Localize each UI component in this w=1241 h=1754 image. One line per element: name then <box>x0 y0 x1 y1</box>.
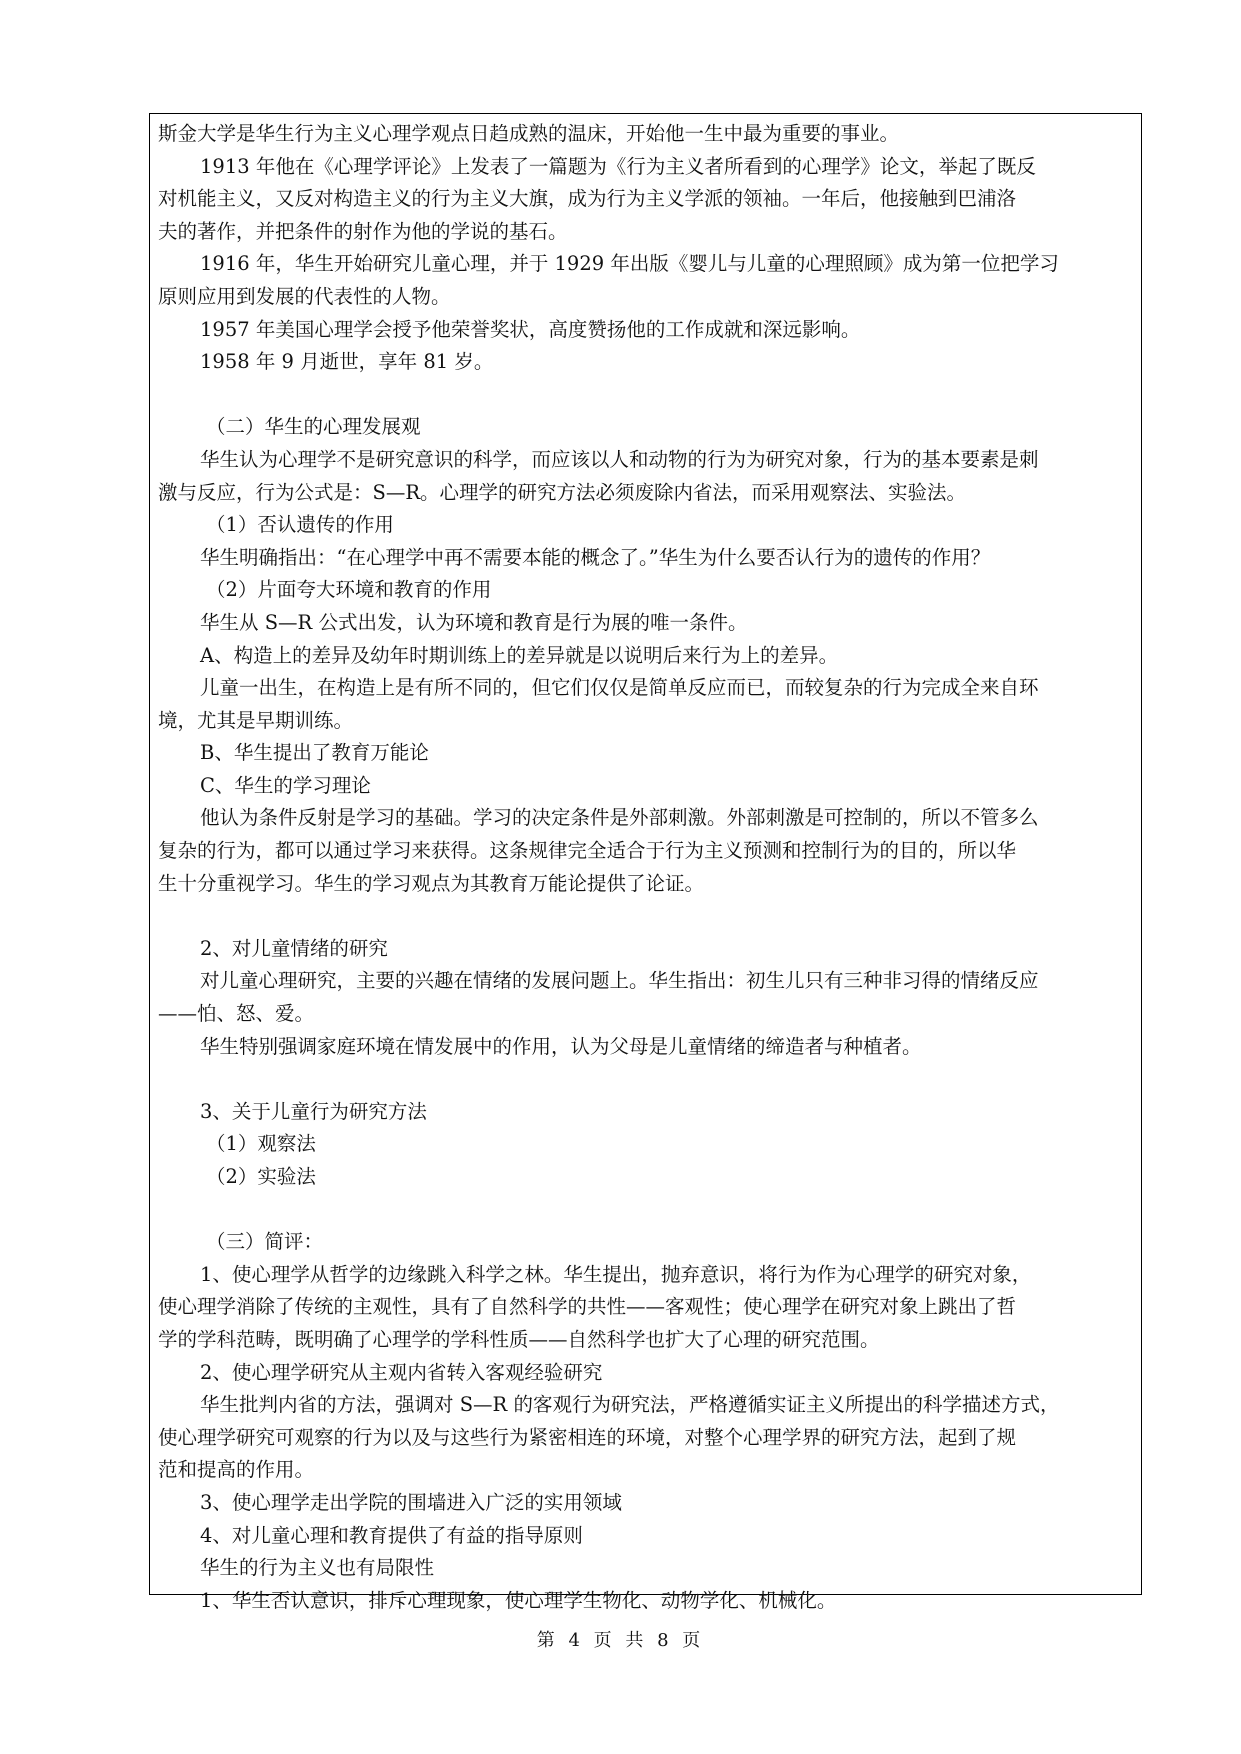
text-line: 2、使心理学研究从主观内省转入客观经验研究 <box>200 1360 603 1384</box>
text-line: （2）实验法 <box>206 1165 316 1188</box>
text-line: 2、对儿童情绪的研究 <box>200 936 388 960</box>
text-line: ——怕、怒、爱。 <box>158 1002 315 1026</box>
text-line: 儿童一出生，在构造上是有所不同的，但它们仅仅是简单反应而已，而较复杂的行为完成全来自环 <box>200 676 1039 700</box>
text-line: 斯金大学是华生行为主义心理学观点日趋成熟的温床，开始他一生中最为重要的事业。 <box>158 122 900 145</box>
blank-line <box>158 1063 1135 1096</box>
text-line: 学的学科范畴，既明确了心理学的学科性质——自然科学也扩大了心理的研究范围。 <box>158 1327 880 1351</box>
text-line: 华生认为心理学不是研究意识的科学，而应该以人和动物的行为为研究对象，行为的基本要素是刺 <box>200 447 1039 471</box>
text-line: 复杂的行为，都可以通过学习来获得。这条规律完全适合于行为主义预测和控制行为的目的，所以华 <box>158 839 1017 863</box>
blank-line <box>158 900 1135 933</box>
text-line: 1916 年，华生开始研究儿童心理，并于 1929 年出版《婴儿与儿童的心理照顾》成为第一位把学习 <box>200 252 1059 276</box>
text-line: 华生批判内省的方法，强调对 S—R 的客观行为研究法，严格遵循实证主义所提出的科学描述方式， <box>200 1393 1060 1417</box>
text-line: （二）华生的心理发展观 <box>206 415 421 439</box>
text-line: B、华生提出了教育万能论 <box>200 741 429 765</box>
text-line: 1957 年美国心理学会授予他荣誉奖状，高度赞扬他的工作成就和深远影响。 <box>200 317 861 341</box>
text-line: 生十分重视学习。华生的学习观点为其教育万能论提供了论证。 <box>158 871 705 895</box>
text-line: 1913 年他在《心理学评论》上发表了一篇题为《行为主义者所看到的心理学》论文，举起了既反 <box>200 154 1036 178</box>
page-footer: 第 4 页 共 8 页 <box>536 1630 705 1651</box>
blank-line <box>158 379 1135 412</box>
blank-line <box>158 1194 1135 1227</box>
text-line: （2）片面夸大环境和教育的作用 <box>206 578 492 602</box>
text-line: 3、关于儿童行为研究方法 <box>200 1099 427 1123</box>
text-line: 华生特别强调家庭环境在情发展中的作用，认为父母是儿童情绪的缔造者与种植者。 <box>200 1034 922 1058</box>
text-line: 1、华生否认意识，排斥心理现象，使心理学生物化、动物学化、机械化。 <box>200 1588 837 1612</box>
text-line: 1958 年 9 月逝世，享年 81 岁。 <box>200 350 494 374</box>
text-line: 范和提高的作用。 <box>158 1458 315 1482</box>
text-line: 对儿童心理研究，主要的兴趣在情绪的发展问题上。华生指出：初生儿只有三种非习得的情绪反应 <box>200 969 1039 993</box>
text-line: A、构造上的差异及幼年时期训练上的差异就是以说明后来行为上的差异。 <box>200 643 839 667</box>
text-line: 夫的著作，并把条件的射作为他的学说的基石。 <box>158 219 568 243</box>
text-line: 使心理学消除了传统的主观性，具有了自然科学的共性——客观性；使心理学在研究对象上跳出了哲 <box>158 1295 1017 1319</box>
text-line: 3、使心理学走出学院的围墙进入广泛的实用领域 <box>200 1490 622 1514</box>
document-body <box>158 118 1135 1617</box>
text-line: 1、使心理学从哲学的边缘跳入科学之林。华生提出，抛弃意识，将行为作为心理学的研究对象， <box>200 1262 1032 1286</box>
text-line: 华生明确指出：“在心理学中再不需要本能的概念了。”华生为什么要否认行为的遗传的作用？ <box>200 545 991 569</box>
text-line: 境，尤其是早期训练。 <box>158 708 354 732</box>
text-line: 他认为条件反射是学习的基础。学习的决定条件是外部刺激。外部刺激是可控制的，所以不管多么 <box>200 806 1039 830</box>
text-line: C、华生的学习理论 <box>200 773 371 797</box>
text-line: 华生从 S—R 公式出发，认为环境和教育是行为展的唯一条件。 <box>200 610 748 634</box>
document-frame <box>149 113 1142 1612</box>
text-line: （三）简评： <box>206 1230 324 1254</box>
text-line: （1）观察法 <box>206 1132 316 1156</box>
text-line: 华生的行为主义也有局限性 <box>200 1556 435 1580</box>
text-line: （1）否认遗传的作用 <box>206 513 394 537</box>
text-line: 原则应用到发展的代表性的人物。 <box>158 284 451 308</box>
text-line: 4、对儿童心理和教育提供了有益的指导原则 <box>200 1523 583 1547</box>
text-line: 对机能主义，又反对构造主义的行为主义大旗，成为行为主义学派的领袖。一年后，他接触到巴浦洛 <box>158 187 1017 211</box>
text-line: 使心理学研究可观察的行为以及与这些行为紧密相连的环境，对整个心理学界的研究方法，起到了规 <box>158 1425 1017 1449</box>
text-line: 激与反应，行为公式是：S—R。心理学的研究方法必须废除内省法，而采用观察法、实验法。 <box>158 480 967 504</box>
